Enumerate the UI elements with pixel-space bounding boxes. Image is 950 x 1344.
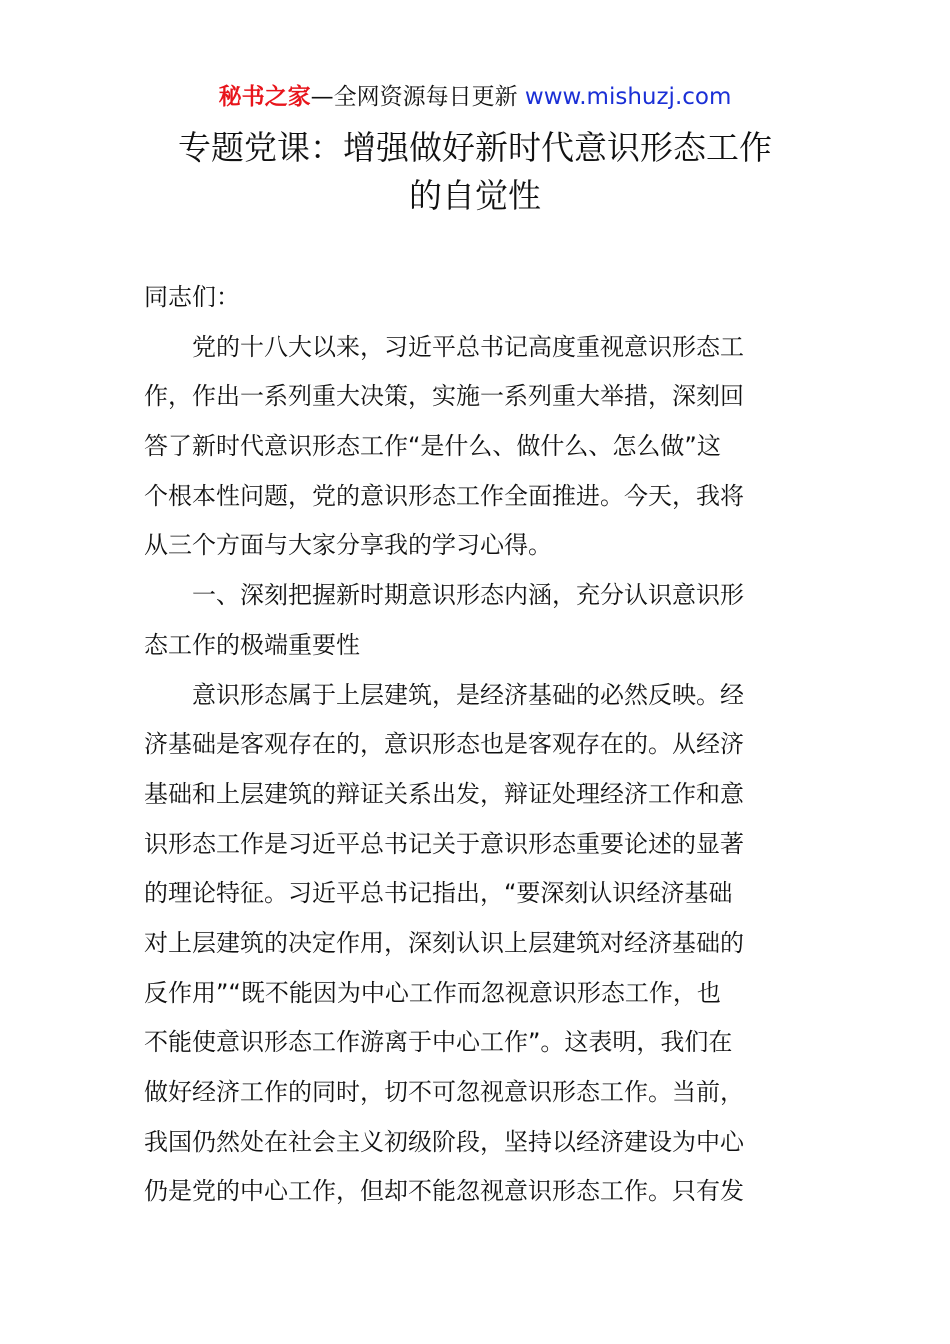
salutation: 同志们： [144,283,240,311]
site-brand: 秘书之家 [218,84,311,110]
text-line: 答了新时代意识形态工作“是什么、做什么、怎么做”这 [144,432,721,461]
text-line: 个根本性问题，党的意识形态工作全面推进。今天，我将 [144,481,744,510]
text-line: 基础和上层建筑的辩证关系出发，辩证处理经济工作和意 [144,779,744,808]
text-line: 党的十八大以来，习近平总书记高度重视意识形态工 [192,332,744,361]
title-line-2: 的自觉性 [409,176,541,215]
site-header [0,80,950,114]
section-heading-line: 一、深刻把握新时期意识形态内涵，充分认识意识形 [192,581,744,610]
title-line-1: 专题党课：增强做好新时代意识形态工作 [178,128,772,167]
site-url[interactable]: www.mishuzj.com [524,84,732,110]
text-line: 作，作出一系列重大决策，实施一系列重大举措，深刻回 [144,382,744,411]
text-line: 仍是党的中心工作，但却不能忽视意识形态工作。只有发 [144,1177,744,1206]
text-line: 意识形态属于上层建筑，是经济基础的必然反映。经 [192,680,744,709]
section-heading-line: 态工作的极端重要性 [144,630,360,659]
text-line: 从三个方面与大家分享我的学习心得。 [144,531,552,560]
text-line: 的理论特征。习近平总书记指出，“要深刻认识经济基础 [144,879,733,908]
text-line: 济基础是客观存在的，意识形态也是客观存在的。从经济 [144,730,744,759]
document-title [100,124,850,220]
text-line: 对上层建筑的决定作用，深刻认识上层建筑对经济基础的 [144,928,744,957]
text-line: 不能使意识形态工作游离于中心工作”。这表明，我们在 [144,1028,733,1057]
text-line: 我国仍然处在社会主义初级阶段，坚持以经济建设为中心 [144,1127,744,1156]
text-line: 做好经济工作的同时，切不可忽视意识形态工作。当前， [144,1078,744,1106]
text-line: 反作用”“既不能因为中心工作而忽视意识形态工作，也 [144,978,721,1007]
site-tagline: —全网资源每日更新 [310,84,525,110]
text-line: 识形态工作是习近平总书记关于意识形态重要论述的显著 [144,829,744,858]
document-body [144,273,806,1217]
